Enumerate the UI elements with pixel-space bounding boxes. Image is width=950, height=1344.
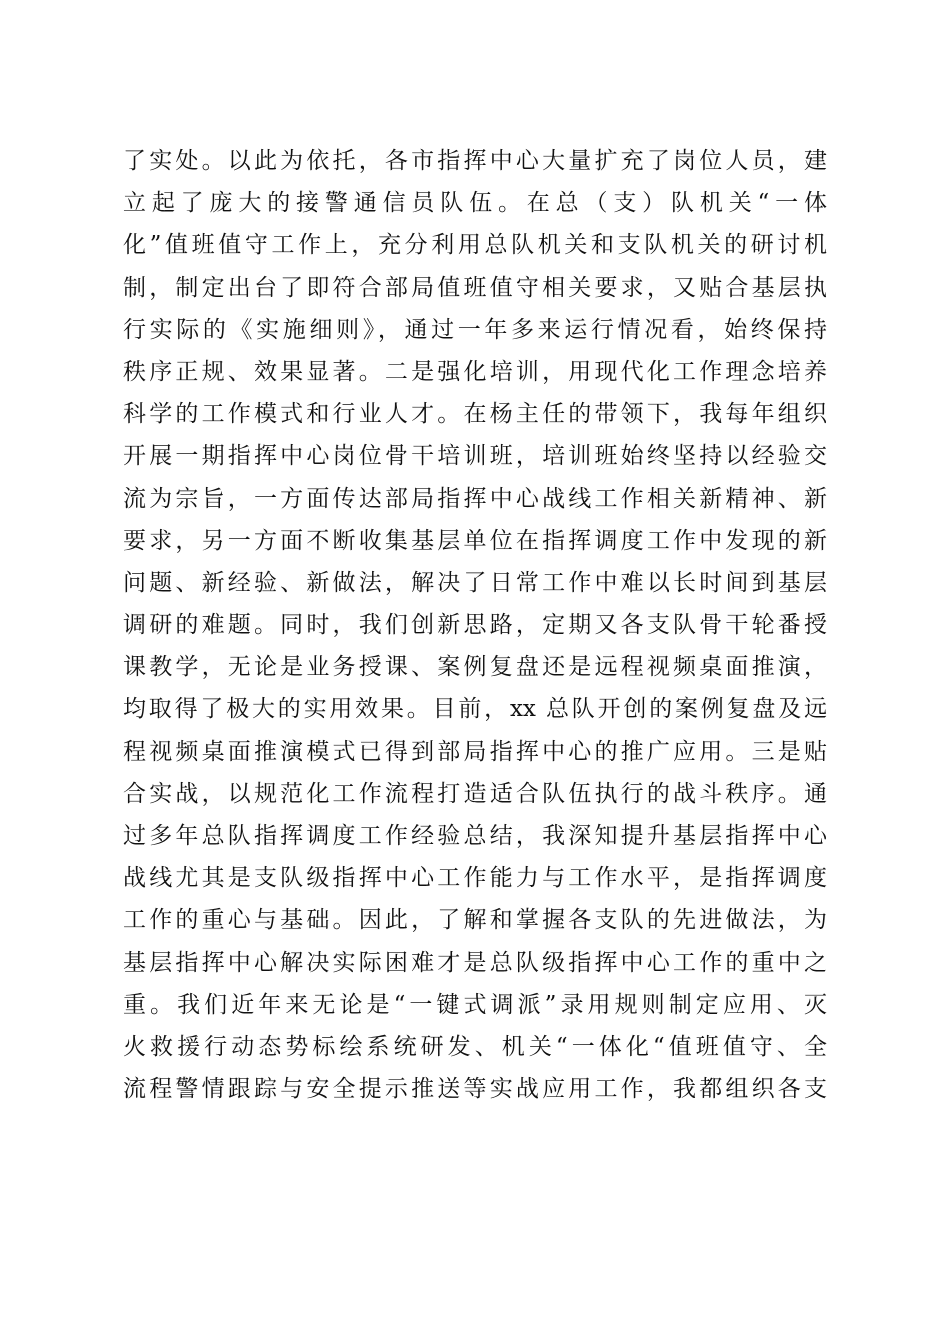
text-line-5: 行实际的《实施细则》，通过一年多来运行情况看，始终保持: [123, 316, 827, 343]
text-line-3: 化”值班值守工作上，充分利用总队机关和支队机关的研讨机: [123, 232, 827, 259]
text-line-17: 过多年总队指挥调度工作经验总结，我深知提升基层指挥中心: [123, 823, 827, 849]
body-paragraph: [123, 140, 827, 1110]
text-line-18: 战线尤其是支队级指挥中心工作能力与工作水平，是指挥调度: [123, 865, 827, 892]
text-line-1: 了实处。以此为依托，各市指挥中心大量扩充了岗位人员，建: [123, 148, 827, 174]
text-line-14: 均取得了极大的实用效果。目前，xx 总队开创的案例复盘及远: [123, 696, 827, 723]
text-line-6: 秩序正规、效果显著。二是强化培训，用现代化工作理念培养: [123, 358, 827, 385]
text-line-20: 基层指挥中心解决实际困难才是总队级指挥中心工作的重中之: [123, 949, 827, 976]
text-line-10: 要求，另一方面不断收集基层单位在指挥调度工作中发现的新: [123, 527, 827, 554]
text-line-12: 调研的难题。同时，我们创新思路，定期又各支队骨干轮番授: [123, 612, 827, 639]
text-line-16: 合实战，以规范化工作流程打造适合队伍执行的战斗秩序。通: [123, 780, 827, 807]
text-line-11: 问题、新经验、新做法，解决了日常工作中难以长时间到基层: [123, 569, 827, 596]
text-line-19: 工作的重心与基础。因此，了解和掌握各支队的先进做法，为: [123, 907, 827, 934]
text-line-22: 火救援行动态势标绘系统研发、机关“一体化“值班值守、全: [123, 1033, 827, 1060]
text-line-21: 重。我们近年来无论是“一键式调派”录用规则制定应用、灭: [123, 991, 827, 1018]
text-line-13: 课教学，无论是业务授课、案例复盘还是远程视频桌面推演，: [123, 654, 827, 681]
text-line-23: 流程警情跟踪与安全提示推送等实战应用工作，我都组织各支: [123, 1076, 827, 1103]
text-line-7: 科学的工作模式和行业人才。在杨主任的带领下，我每年组织: [123, 401, 827, 428]
text-line-4: 制，制定出台了即符合部局值班值守相关要求，又贴合基层执: [123, 274, 827, 301]
text-line-8: 开展一期指挥中心岗位骨干培训班，培训班始终坚持以经验交: [123, 443, 827, 470]
text-line-9: 流为宗旨，一方面传达部局指挥中心战线工作相关新精神、新: [123, 485, 827, 512]
text-line-2: 立起了庞大的接警通信员队伍。在总（支）队机关“一体: [123, 190, 827, 217]
text-line-15: 程视频桌面推演模式已得到部局指挥中心的推广应用。三是贴: [123, 738, 827, 765]
